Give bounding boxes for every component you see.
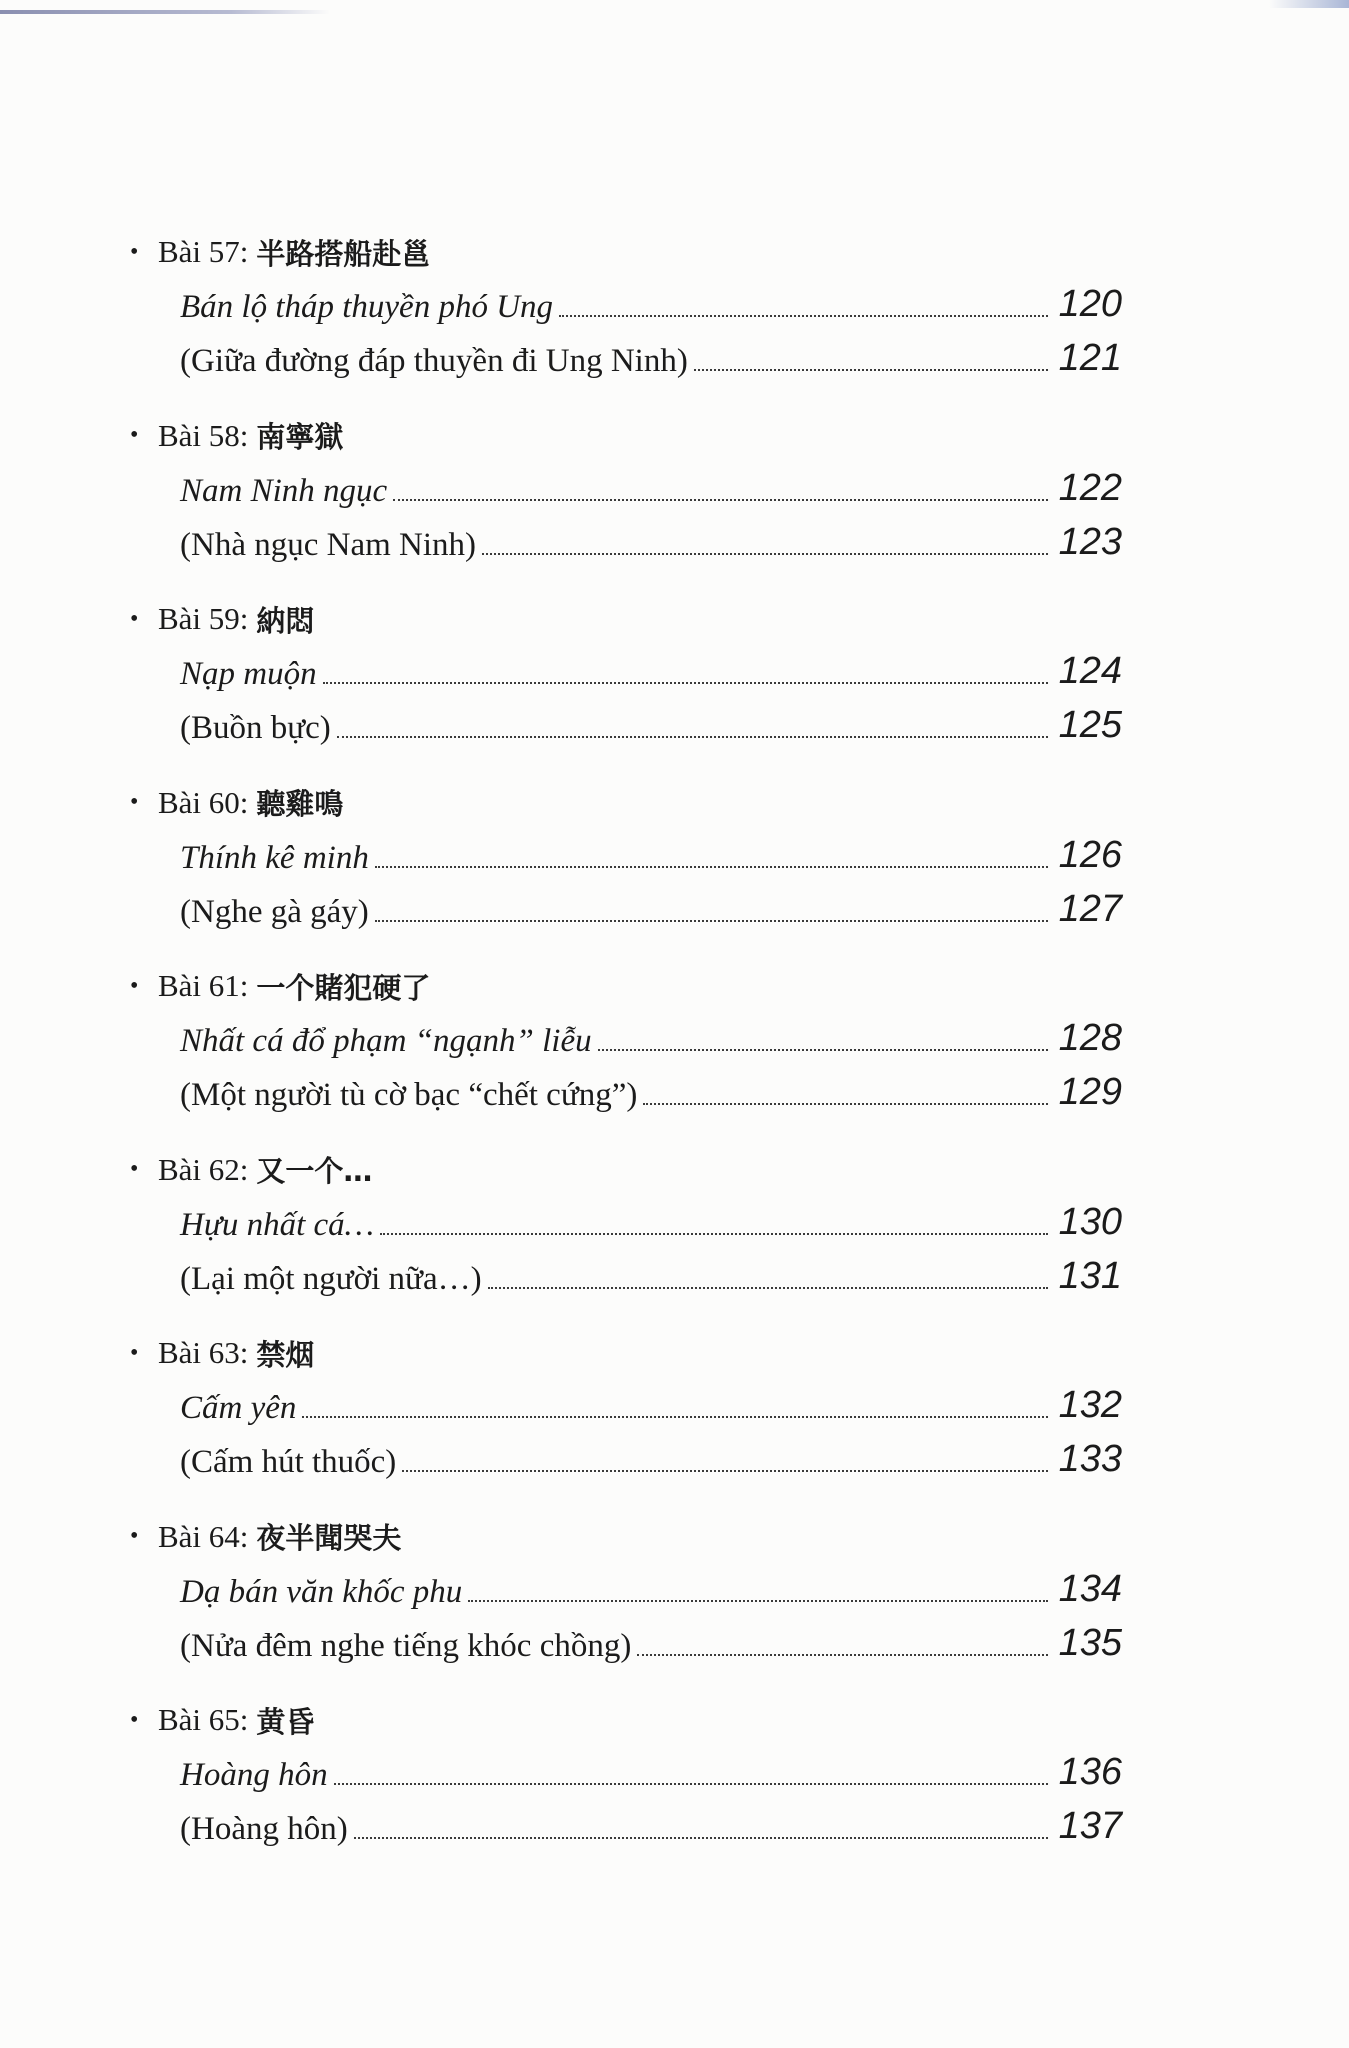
toc-entry <box>130 781 1130 965</box>
entry-hanzi-title: 禁烟 <box>256 1337 315 1372</box>
transliteration-text: Cấm yên <box>180 1390 297 1426</box>
translation-text: (Buồn bực) <box>180 710 331 746</box>
entry-label: Bài 61: <box>158 968 249 1003</box>
entry-label: Bài 59: <box>158 601 249 636</box>
translation-text: (Nửa đêm nghe tiếng khóc chồng) <box>180 1627 632 1664</box>
entry-label: Bài 60: <box>158 784 249 820</box>
bullet-icon: • <box>130 1706 139 1733</box>
page-number: 123 <box>1058 520 1122 563</box>
page-number: 125 <box>1058 704 1122 746</box>
translation-line[interactable] <box>180 1619 1122 1665</box>
dot-leader <box>375 919 1048 922</box>
dot-leader <box>302 1415 1048 1418</box>
toc-entry <box>130 597 1130 781</box>
translation-text: (Hoàng hôn) <box>180 1811 348 1847</box>
entry-heading <box>130 1331 314 1375</box>
dot-leader <box>694 368 1048 371</box>
toc-entry <box>130 1698 1130 1882</box>
entry-label: Bài 64: <box>158 1518 249 1554</box>
entry-hanzi-title: 南寧獄 <box>256 420 344 454</box>
toc-entry <box>130 1515 1130 1699</box>
translation-line[interactable] <box>180 1068 1122 1114</box>
bullet-icon: • <box>130 1339 139 1366</box>
bullet-icon: • <box>130 422 139 448</box>
dot-leader <box>375 865 1048 868</box>
translation-line[interactable] <box>180 334 1122 380</box>
page-number: 130 <box>1058 1200 1122 1243</box>
transliteration-text: Dạ bán văn khốc phu <box>180 1573 463 1610</box>
dot-leader <box>334 1782 1048 1785</box>
page-number: 131 <box>1058 1254 1122 1297</box>
entry-heading <box>130 1515 401 1559</box>
translation-line[interactable] <box>180 518 1122 564</box>
dot-leader <box>559 314 1048 317</box>
entry-hanzi-title: 夜半聞哭夫 <box>256 1521 402 1555</box>
transliteration-line[interactable] <box>180 831 1122 877</box>
entry-heading <box>130 781 343 825</box>
translation-line[interactable] <box>180 885 1122 931</box>
page-number: 124 <box>1058 650 1122 692</box>
transliteration-text: Thính kê minh <box>180 839 369 876</box>
entry-hanzi-title: 納悶 <box>256 603 315 638</box>
transliteration-line[interactable] <box>180 1014 1122 1060</box>
translation-text: (Nghe gà gáy) <box>180 893 369 930</box>
transliteration-text: Nam Ninh ngục <box>180 472 388 509</box>
dot-leader <box>468 1599 1048 1602</box>
entry-heading <box>130 414 343 458</box>
bullet-icon: • <box>130 1523 139 1549</box>
scan-edge-right <box>1269 0 1349 8</box>
toc-entry <box>130 964 1130 1148</box>
transliteration-line[interactable] <box>180 1381 1122 1427</box>
entry-hanzi-title: 聽雞鳴 <box>256 787 344 821</box>
translation-line[interactable] <box>180 1252 1122 1298</box>
translation-text: (Một người tù cờ bạc “chết cứng”) <box>180 1077 638 1113</box>
page-number: 136 <box>1058 1751 1122 1793</box>
transliteration-line[interactable] <box>180 1748 1122 1794</box>
page-number: 133 <box>1058 1438 1122 1480</box>
dot-leader <box>488 1286 1048 1289</box>
page-number: 122 <box>1058 466 1122 509</box>
page-number: 126 <box>1058 833 1122 876</box>
dot-leader <box>393 498 1048 501</box>
page-number: 129 <box>1058 1071 1122 1113</box>
dot-leader <box>482 552 1048 555</box>
transliteration-line[interactable] <box>180 1565 1122 1611</box>
entry-heading <box>130 1698 314 1742</box>
entry-label: Bài 63: <box>158 1335 249 1370</box>
scan-edge-top <box>0 10 330 14</box>
transliteration-line[interactable] <box>180 280 1122 326</box>
transliteration-text: Nạp muộn <box>180 656 317 692</box>
bullet-icon: • <box>130 1156 139 1182</box>
dot-leader <box>354 1836 1048 1839</box>
dot-leader <box>637 1653 1048 1656</box>
translation-line[interactable] <box>180 1435 1122 1481</box>
translation-text: (Giữa đường đáp thuyền đi Ung Ninh) <box>180 343 688 379</box>
toc-entry <box>130 1148 1130 1332</box>
entry-hanzi-title: 又一个… <box>256 1154 373 1188</box>
entry-label: Bài 58: <box>158 417 249 453</box>
transliteration-line[interactable] <box>180 1198 1122 1244</box>
dot-leader <box>598 1048 1048 1051</box>
page-number: 121 <box>1058 337 1122 379</box>
page-number: 137 <box>1058 1805 1122 1847</box>
translation-text: (Nhà ngục Nam Ninh) <box>180 526 477 563</box>
toc-entry <box>130 230 1130 414</box>
entry-label: Bài 57: <box>158 234 249 269</box>
toc-entry <box>130 1331 1130 1515</box>
page-number: 135 <box>1058 1621 1122 1664</box>
translation-text: (Lại một người nữa…) <box>180 1260 482 1297</box>
entry-hanzi-title: 一个賭犯硬了 <box>256 970 431 1005</box>
dot-leader <box>380 1232 1048 1235</box>
entry-label: Bài 65: <box>158 1702 249 1737</box>
translation-line[interactable] <box>180 1802 1122 1848</box>
entry-heading <box>130 597 314 641</box>
entry-label: Bài 62: <box>158 1151 249 1187</box>
page-number: 120 <box>1058 283 1122 325</box>
bullet-icon: • <box>130 789 139 815</box>
table-of-contents <box>130 230 1130 1882</box>
entry-hanzi-title: 半路搭船赴邕 <box>256 236 431 271</box>
page-number: 134 <box>1058 1567 1122 1610</box>
translation-line[interactable] <box>180 701 1122 747</box>
bullet-icon: • <box>130 972 139 999</box>
page-number: 128 <box>1058 1017 1122 1059</box>
toc-entry <box>130 414 1130 598</box>
dot-leader <box>323 681 1048 684</box>
bullet-icon: • <box>130 605 139 632</box>
transliteration-text: Hựu nhất cá… <box>180 1206 374 1243</box>
bullet-icon: • <box>130 238 139 265</box>
dot-leader <box>402 1469 1048 1472</box>
transliteration-text: Nhất cá đổ phạm “ngạnh” liễu <box>180 1023 592 1059</box>
dot-leader <box>337 735 1048 738</box>
translation-text: (Cấm hút thuốc) <box>180 1444 397 1480</box>
page-number: 132 <box>1058 1384 1122 1426</box>
transliteration-text: Hoàng hôn <box>180 1757 328 1793</box>
transliteration-line[interactable] <box>180 464 1122 510</box>
entry-heading <box>130 1148 372 1192</box>
dot-leader <box>643 1102 1048 1105</box>
transliteration-text: Bán lộ tháp thuyền phó Ung <box>180 289 554 325</box>
entry-heading <box>130 230 430 274</box>
transliteration-line[interactable] <box>180 647 1122 693</box>
entry-heading <box>130 964 430 1008</box>
entry-hanzi-title: 黄昏 <box>256 1704 315 1739</box>
page-number: 127 <box>1058 887 1122 930</box>
